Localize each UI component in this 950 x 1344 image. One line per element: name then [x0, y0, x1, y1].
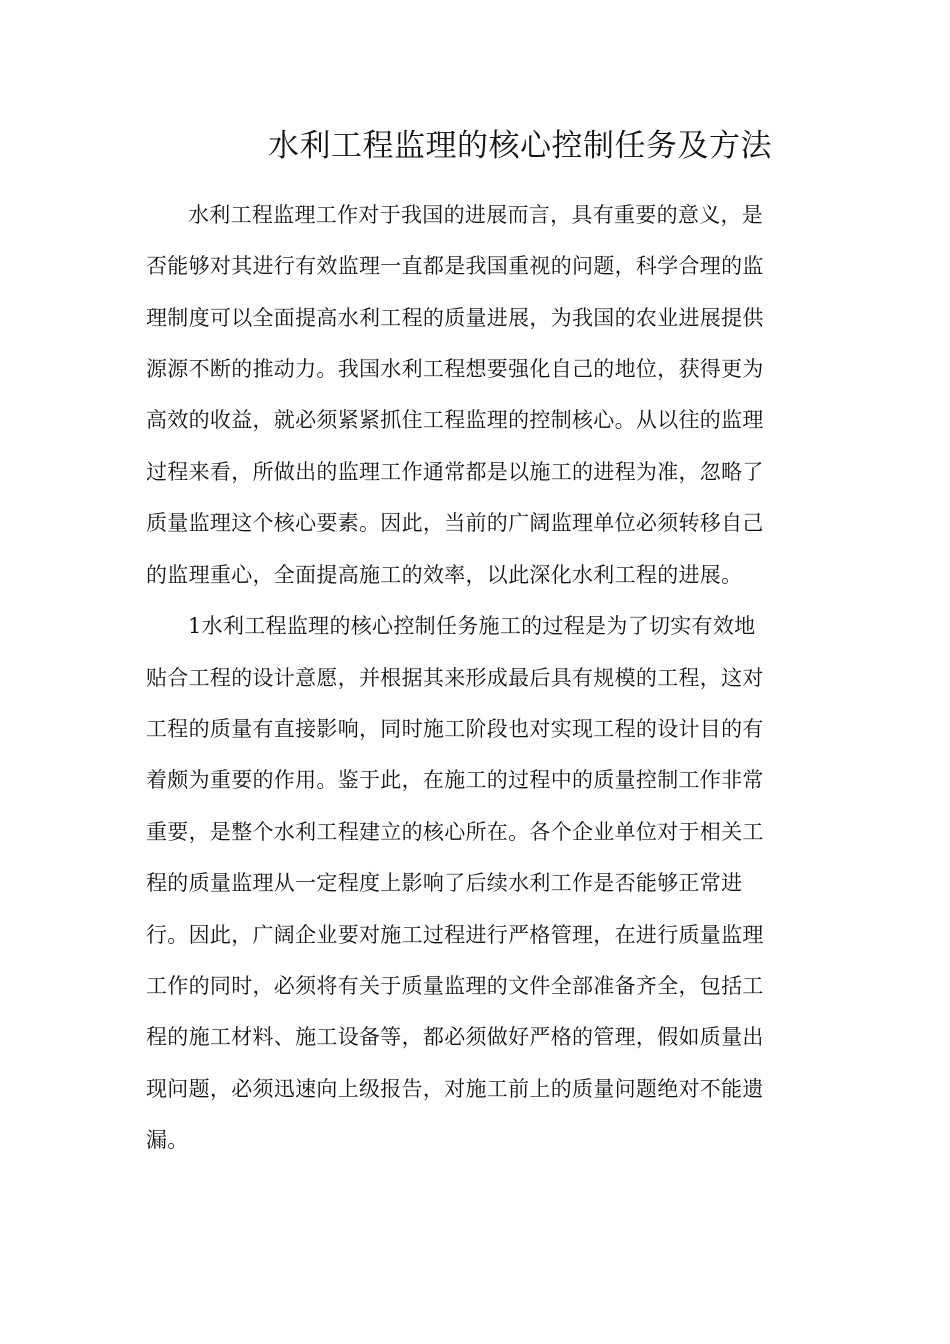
paragraph-1-line: 理制度可以全面提高水利工程的质量进展，为我国的农业进展提供: [146, 306, 764, 330]
paragraph-1-line: 水利工程监理工作对于我国的进展而言，具有重要的意义，是: [188, 203, 764, 227]
paragraph-2-line: 工作的同时，必须将有关于质量监理的文件全部准备齐全，包括工: [146, 974, 764, 998]
paragraph-2-line: 贴合工程的设计意愿，并根据其来形成最后具有规模的工程，这对: [146, 666, 764, 690]
paragraph-2-line: 重要，是整个水利工程建立的核心所在。各个企业单位对于相关工: [146, 820, 764, 844]
paragraph-2-line: 1水利工程监理的核心控制任务施工的过程是为了切实有效地: [188, 614, 756, 638]
paragraph-2-line: 行。因此，广阔企业要对施工过程进行严格管理，在进行质量监理: [146, 923, 764, 947]
paragraph-1-line: 的监理重心，全面提高施工的效率，以此深化水利工程的进展。: [146, 563, 743, 587]
paragraph-2-line: 着颇为重要的作用。鉴于此，在施工的过程中的质量控制工作非常: [146, 768, 764, 792]
paragraph-1-line: 否能够对其进行有效监理一直都是我国重视的问题，科学合理的监: [146, 254, 764, 278]
document-title: 水利工程监理的核心控制任务及方法: [268, 128, 772, 164]
paragraph-2-line: 程的质量监理从一定程度上影响了后续水利工作是否能够正常进: [146, 871, 743, 895]
paragraph-2-line: 现问题，必须迅速向上级报告，对施工前上的质量问题绝对不能遗: [146, 1077, 764, 1101]
paragraph-2-line: 工程的质量有直接影响，同时施工阶段也对实现工程的设计目的有: [146, 717, 764, 741]
paragraph-1-line: 过程来看，所做出的监理工作通常都是以施工的进程为准，忽略了: [146, 460, 764, 484]
paragraph-1-line: 质量监理这个核心要素。因此，当前的广阔监理单位必须转移自己: [146, 511, 764, 535]
paragraph-1-line: 源源不断的推动力。我国水利工程想要强化自己的地位，获得更为: [146, 357, 764, 381]
paragraph-2-line: 漏。: [146, 1128, 189, 1152]
paragraph-1-line: 高效的收益，就必须紧紧抓住工程监理的控制核心。从以往的监理: [146, 408, 764, 432]
paragraph-2-line: 程的施工材料、施工设备等，都必须做好严格的管理，假如质量出: [146, 1025, 764, 1049]
